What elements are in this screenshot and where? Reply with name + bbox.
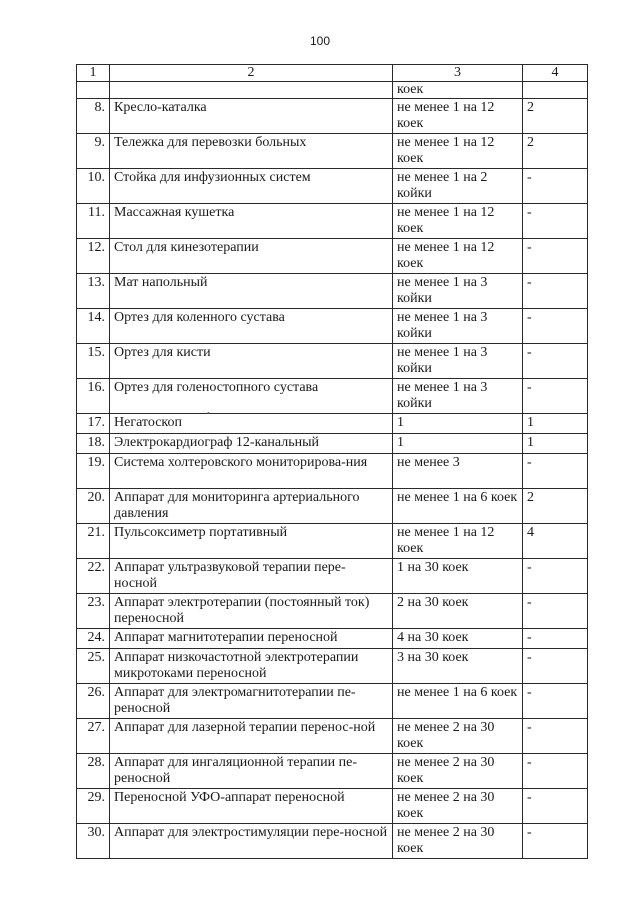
cell-col4: - (523, 309, 588, 344)
cell-qty: 1 (393, 414, 523, 434)
cell-num: 13. (77, 274, 110, 309)
cell-name: Кресло-каталка (110, 99, 393, 134)
cell-name: Электрокардиограф 12-канальный (110, 434, 393, 454)
cell-name: Ортез для кисти (110, 344, 393, 379)
cell-qty: не менее 1 на 6 коек (393, 684, 523, 719)
cell-col4: - (523, 594, 588, 629)
scan-speck: • (207, 409, 210, 418)
cell-num: 12. (77, 239, 110, 274)
cell-qty: не менее 2 на 30 коек (393, 789, 523, 824)
cell-num: 9. (77, 134, 110, 169)
cell-col4: - (523, 754, 588, 789)
cell-num: 18. (77, 434, 110, 454)
cell-num: 21. (77, 524, 110, 559)
table-row (77, 524, 588, 559)
cell-qty: коек (393, 82, 523, 99)
cell-qty: не менее 1 на 12 коек (393, 524, 523, 559)
table-row (77, 789, 588, 824)
header-cell-4: 4 (523, 65, 588, 82)
cell-name: Стол для кинезотерапии (110, 239, 393, 274)
cell-col4: - (523, 379, 588, 414)
page-number: 100 (309, 34, 331, 48)
cell-num: 22. (77, 559, 110, 594)
cell-qty: 2 на 30 коек (393, 594, 523, 629)
table-row (77, 379, 588, 414)
cell-qty: 4 на 30 коек (393, 629, 523, 649)
cell-col4: - (523, 559, 588, 594)
cell-qty: не менее 1 на 3 койки (393, 309, 523, 344)
table-row (77, 824, 588, 859)
cell-num: 15. (77, 344, 110, 379)
header-cell-1: 1 (77, 65, 110, 82)
cell-col4: - (523, 629, 588, 649)
cell-qty: не менее 1 на 12 коек (393, 239, 523, 274)
cell-col4: - (523, 239, 588, 274)
cell-col4: - (523, 824, 588, 859)
table-header-row (77, 65, 588, 82)
cell-name: Переносной УФО-аппарат переносной (110, 789, 393, 824)
cell-qty: не менее 1 на 12 коек (393, 134, 523, 169)
cell-qty: не менее 1 на 12 коек (393, 99, 523, 134)
cell-name: Пульсоксиметр портативный (110, 524, 393, 559)
cell-qty: не менее 2 на 30 коек (393, 719, 523, 754)
cell-name (110, 82, 393, 99)
table-row (77, 489, 588, 524)
cell-name: Аппарат магнитотерапии переносной (110, 629, 393, 649)
table-row (77, 309, 588, 344)
cell-name: Аппарат для электростимуляции пере-носной (110, 824, 393, 859)
equipment-table (76, 64, 588, 859)
cell-num: 23. (77, 594, 110, 629)
cell-num: 28. (77, 754, 110, 789)
table-row (77, 719, 588, 754)
cell-num: 26. (77, 684, 110, 719)
table-row (77, 99, 588, 134)
equipment-table-body (77, 65, 588, 859)
table-row (77, 629, 588, 649)
table-row (77, 684, 588, 719)
table-row (77, 594, 588, 629)
cell-name: Стойка для инфузионных систем (110, 169, 393, 204)
cell-name: Аппарат для ингаляционной терапии пе-реносной (110, 754, 393, 789)
table-row (77, 454, 588, 489)
cell-num: 27. (77, 719, 110, 754)
cell-col4: - (523, 204, 588, 239)
cell-num: 29. (77, 789, 110, 824)
cell-name: Аппарат для лазерной терапии перенос-ной (110, 719, 393, 754)
cell-col4: - (523, 684, 588, 719)
table-row (77, 274, 588, 309)
cell-col4: - (523, 789, 588, 824)
table-row (77, 134, 588, 169)
header-cell-3: 3 (393, 65, 523, 82)
cell-name: Негатоскоп (110, 414, 393, 434)
cell-qty: не менее 1 на 3 койки (393, 344, 523, 379)
cell-name: Аппарат электротерапии (постоянный ток) переносной (110, 594, 393, 629)
cell-num: 16. (77, 379, 110, 414)
cell-col4: - (523, 274, 588, 309)
cell-name: Ортез для коленного сустава (110, 309, 393, 344)
cell-col4: - (523, 344, 588, 379)
cell-qty: не менее 2 на 30 коек (393, 824, 523, 859)
cell-num: 11. (77, 204, 110, 239)
cell-num: 30. (77, 824, 110, 859)
cell-qty: 1 на 30 коек (393, 559, 523, 594)
cell-qty: не менее 1 на 12 коек (393, 204, 523, 239)
cell-name: Аппарат низкочастотной электротерапии микротоками переносной (110, 649, 393, 684)
cell-num: 17. (77, 414, 110, 434)
cell-col4: 1 (523, 414, 588, 434)
table-row (77, 754, 588, 789)
cell-col4 (523, 82, 588, 99)
cell-qty: не менее 1 на 2 койки (393, 169, 523, 204)
table-row (77, 169, 588, 204)
cell-num: 25. (77, 649, 110, 684)
cell-name: Аппарат для электромагнитотерапии пе-реносной (110, 684, 393, 719)
cell-qty: не менее 2 на 30 коек (393, 754, 523, 789)
table-row (77, 239, 588, 274)
cell-qty: не менее 3 (393, 454, 523, 489)
cell-name: Аппарат ультразвуковой терапии пере-носной (110, 559, 393, 594)
cell-col4: - (523, 649, 588, 684)
cell-name: Аппарат для мониторинга артериального давления (110, 489, 393, 524)
cell-qty: 1 (393, 434, 523, 454)
table-row (77, 204, 588, 239)
cell-col4: 4 (523, 524, 588, 559)
header-cell-2: 2 (110, 65, 393, 82)
cell-num: 19. (77, 454, 110, 489)
cell-col4: - (523, 719, 588, 754)
cell-num (77, 82, 110, 99)
cell-name: Мат напольный (110, 274, 393, 309)
cell-name: Массажная кушетка (110, 204, 393, 239)
table-row (77, 414, 588, 434)
cell-qty: 3 на 30 коек (393, 649, 523, 684)
cell-name: Система холтеровского мониторирова-ния (110, 454, 393, 489)
cell-name: Тележка для перевозки больных (110, 134, 393, 169)
cell-qty: не менее 1 на 6 коек (393, 489, 523, 524)
table-row (77, 434, 588, 454)
cell-num: 20. (77, 489, 110, 524)
cell-num: 24. (77, 629, 110, 649)
cell-num: 10. (77, 169, 110, 204)
cell-col4: 1 (523, 434, 588, 454)
cell-qty: не менее 1 на 3 койки (393, 379, 523, 414)
cell-name: Ортез для голеностопного сустава (110, 379, 393, 414)
cell-qty: не менее 1 на 3 койки (393, 274, 523, 309)
cell-col4: - (523, 454, 588, 489)
cell-col4: 2 (523, 99, 588, 134)
cell-num: 14. (77, 309, 110, 344)
table-row (77, 649, 588, 684)
table-row-continuation (77, 82, 588, 99)
cell-num: 8. (77, 99, 110, 134)
cell-col4: 2 (523, 489, 588, 524)
cell-col4: - (523, 169, 588, 204)
table-row (77, 344, 588, 379)
table-row (77, 559, 588, 594)
cell-col4: 2 (523, 134, 588, 169)
